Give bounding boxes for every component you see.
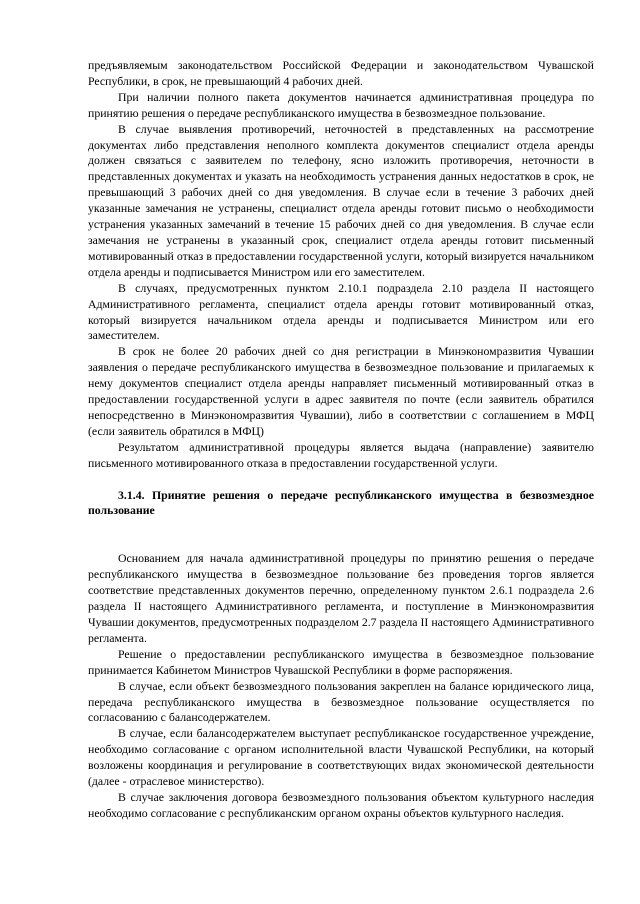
paragraph: В случае заключения договора безвозмездного пользования объектом культурного наследия необходимо согласование с республиканским органом охраны объектов культурного наследия. bbox=[88, 789, 594, 820]
document-page bbox=[88, 58, 594, 822]
paragraph: В случае выявления противоречий, неточностей в представленных на рассмотрение документах либо представления неполного комплекта документов специалист отдела аренды должен связаться с заявителем по телефону, ясно изложить противоречия, неточности в представленных документах и указать на необходимость устранения данных недостатков в срок, не превышающий 3 рабочих дней со дня уведомления. В случае если в течение 3 рабочих дней указанные замечания не устранены, специалист отдела аренды готовит письмо о необходимости устранения указанных замечаний в течение 15 рабочих дней со дня уведомления. В случае если замечания не устранены в указанный срок, специалист отдела аренды готовит письменный мотивированный отказ в предоставлении государственной услуги, который визируется начальником отдела аренды и подписывается Министром или его заместителем. bbox=[88, 121, 594, 279]
paragraph: Результатом административной процедуры является выдача (направление) заявителю письменного мотивированного отказа в предоставлении государственной услуги. bbox=[88, 439, 594, 470]
paragraph: Основанием для начала административной процедуры по принятию решения о передаче республиканского имущества в безвозмездное пользование без проведения торгов является соответствие представленных документов перечню, определенному пунктом 2.6.1 подраздела 2.6 раздела II настоящего Административного регламента, и поступление в Минэкономразвития Чувашии документов, предусмотренных подразделом 2.7 раздела II настоящего Административного регламента. bbox=[88, 551, 594, 645]
paragraph: Решение о предоставлении республиканского имущества в безвозмездное пользование принимается Кабинетом Министров Чувашской Республики в форме распоряжения. bbox=[88, 646, 594, 677]
paragraph: В срок не более 20 рабочих дней со дня регистрации в Минэкономразвития Чувашии заявления о передаче республиканского имущества в безвозмездное пользование и прилагаемых к нему документов специалист отдела аренды направляет письменный мотивированный отказ в предоставлении государственной услуги в адрес заявителя по почте (если заявитель обратился непосредственно в Минэкономразвития Чувашии), либо в соответствии с соглашением в МФЦ (если заявитель обратился в МФЦ) bbox=[88, 344, 594, 438]
section-heading: 3.1.4. Принятие решения о передаче республиканского имущества в безвозмездное пользование bbox=[88, 487, 594, 518]
spacer bbox=[88, 519, 594, 551]
paragraph: В случаях, предусмотренных пунктом 2.10.1 подраздела 2.10 раздела II настоящего Административного регламента, специалист отдела аренды готовит мотивированный отказ, который визируется начальником отдела аренды и подписывается Министром или его заместителем. bbox=[88, 280, 594, 343]
paragraph: предъявляемым законодательством Российской Федерации и законодательством Чувашской Республики, в срок, не превышающий 4 рабочих дней. bbox=[88, 58, 594, 88]
paragraph: При наличии полного пакета документов начинается административная процедура по принятию решения о передаче республиканского имущества в безвозмездное пользование. bbox=[88, 89, 594, 120]
paragraph: В случае, если объект безвозмездного пользования закреплен на балансе юридического лица, передача республиканского имущества в безвозмездное пользование осуществляется по согласованию с балансодержателем. bbox=[88, 678, 594, 725]
paragraph: В случае, если балансодержателем выступает республиканское государственное учреждение, необходимо согласование с органом исполнительной власти Чувашской Республики, на который возложены координация и регулирование в соответствующих видах экономической деятельности (далее - отраслевое министерство). bbox=[88, 726, 594, 789]
